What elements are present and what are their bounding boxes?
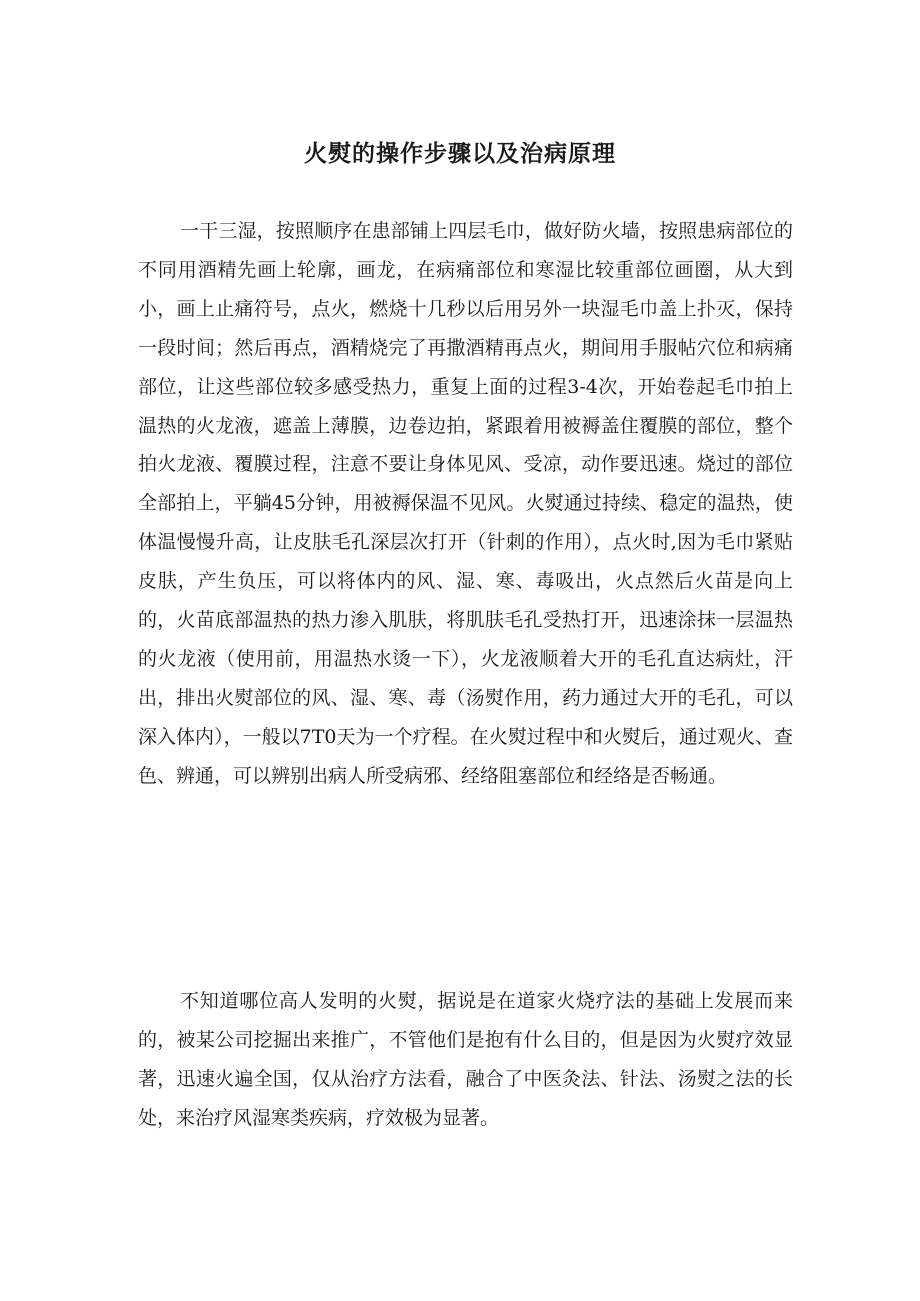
paragraph-procedure: 一干三湿，按照顺序在患部铺上四层毛巾，做好防火墙，按照患病部位的不同用酒精先画上轮廓，画龙，在病痛部位和寒湿比较重部位画圈，从大到小，画上止痛符号，点火，燃烧十几秒以后用另外一块湿毛巾盖上扑灭，保持一段时间；然后再点，酒精烧完了再撒酒精再点火，期间用手服帖穴位和病痛部位，让这些部位较多感受热力，重复上面的过程3-4次，开始卷起毛巾拍上温热的火龙液，遮盖上薄膜，边卷边拍，紧跟着用被褥盖住覆膜的部位，整个拍火龙液、覆膜过程，注意不要让身体见风、受凉，动作要迅速。烧过的部位全部拍上，平躺45分钟，用被褥保温不见风。火熨通过持续、稳定的温热，使体温慢慢升高，让皮肤毛孔深层次打开（针刺的作用），点火时,因为毛巾紧贴皮肤，产生负压，可以将体内的风、湿、寒、毒吸出，火点然后火苗是向上的，火苗底部温热的热力渗入肌肤，将肌肤毛孔受热打开，迅速涂抹一层温热的火龙液（使用前，用温热水烫一下），火龙液顺着大开的毛孔直达病灶，汗出，排出火熨部位的风、湿、寒、毒（汤熨作用，药力通过大开的毛孔，可以深入体内），一般以7T0天为一个疗程。在火熨过程中和火熨后，通过观火、查色、辨通，可以辨别出病人所受病邪、经络阻塞部位和经络是否畅通。 [138,220,793,787]
paragraph-origin: 不知道哪位高人发明的火熨，据说是在道家火烧疗法的基础上发展而来的，被某公司挖掘出来推广，不管他们是抱有什么目的，但是因为火熨疗效显著，迅速火遍全国，仅从治疗方法看，融合了中医灸法、针法、汤熨之法的长处，来治疗风湿寒类疾病，疗效极为显著。 [138,990,793,1129]
document-title: 火熨的操作步骤以及治病原理 [304,140,616,168]
